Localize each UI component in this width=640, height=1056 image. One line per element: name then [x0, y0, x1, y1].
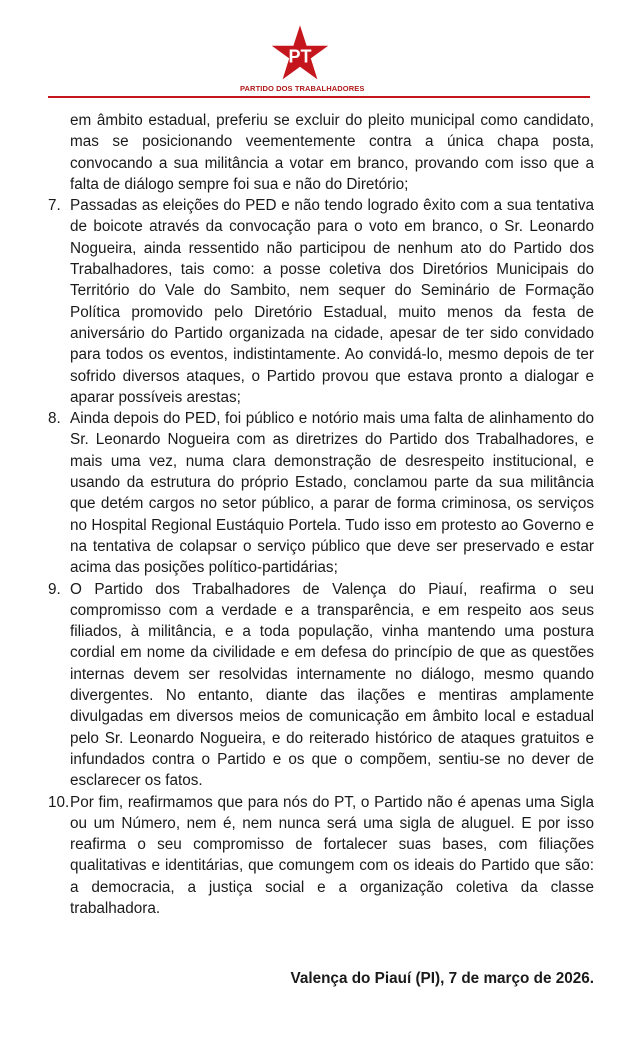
item-number: 8. — [48, 410, 61, 428]
red-star-icon — [270, 24, 330, 82]
item-text: Por fim, reafirmamos que para nós do PT, o Partido não é apenas uma Sigla ou um Número, nem é, nem nunca será uma sigla de aluguel. E por isso reafirma o seu compromisso de fortalecer suas bases, com filiações qualitativas e identitárias, que comungem com os ideais do Partido que são: a democracia, a justiça social e a organização coletiva da classe trabalhadora. — [70, 793, 594, 917]
party-name-caption: PARTIDO DOS TRABALHADORES — [240, 84, 365, 93]
logo-text: PT — [288, 46, 312, 67]
place-and-date: Valença do Piauí (PI), 7 de março de 2026. — [290, 970, 594, 987]
item-number: 9. — [48, 580, 61, 598]
header-divider — [48, 96, 590, 98]
intro-paragraph: em âmbito estadual, preferiu se excluir do pleito municipal como candidato, mas se posicionando veementemente contra a única chapa posta, convocando a sua militância a votar em branco, provando com isso que a falta de diálogo sempre foi sua e não do Diretório; — [70, 112, 594, 193]
item-text: Passadas as eleições do PED e não tendo logrado êxito com a sua tentativa de boicote através da convocação para o voto em branco, o Sr. Leonardo Nogueira, ainda ressentido não participou de nenhum ato do Partido dos Trabalhadores, tais como: a posse coletiva dos Diretórios Municipais do Território do Vale do Sambito, nem sequer do Seminário de Formação Política promovido pelo Diretório Estadual, muito menos da festa de aniversário do Partido organizada na cidade, apesar de ter sido convidado para todos os eventos, indistintamente. Ao convidá-lo, mesmo depois de ter sofrido diversos ataques, o Partido provou que estava pronto a dialogar e aparar possíveis arestas; — [70, 197, 594, 406]
list-item-8 — [48, 408, 594, 578]
list-item-7 — [48, 195, 594, 408]
item-text: Ainda depois do PED, foi público e notório mais uma falta de alinhamento do Sr. Leonardo Nogueira com as diretrizes do Partido dos Trabalhadores, e mais uma vez, numa clara demonstração de desrespeito institucional, e usando da estrutura do próprio Estado, conclamou parte da sua militância que detém cargos no setor público, a parar de forma criminosa, os serviços no Hospital Regional Eustáquio Portela. Tudo isso em protesto ao Governo e na tentativa de colapsar o serviço público que deve ser preservado e estar acima das posições político-partidárias; — [70, 410, 594, 577]
document-body — [48, 110, 594, 919]
pt-logo — [240, 24, 365, 98]
list-item-10 — [48, 792, 594, 920]
item-number: 10. — [48, 793, 70, 811]
letterhead — [0, 0, 640, 100]
item-number: 7. — [48, 197, 61, 215]
item-text: O Partido dos Trabalhadores de Valença do Piauí, reafirma o seu compromisso com a verdade e a transparência, e em respeito aos seus filiados, à militância, e a toda população, vinha mantendo uma postura cordial em nome da civilidade e em defesa do princípio de que as questões internas devem ser resolvidas internamente no diálogo, mesmo quando divergentes. No entanto, diante das ilações e mentiras amplamente divulgadas em diversos meios de comunicação em âmbito local e estadual pelo Sr. Leonardo Nogueira, e do reiterado histórico de ataques gratuitos e infundados contra o Partido e os que o compõem, sentiu-se no dever de esclarecer os fatos. — [70, 580, 594, 790]
list-item-9 — [48, 579, 594, 792]
